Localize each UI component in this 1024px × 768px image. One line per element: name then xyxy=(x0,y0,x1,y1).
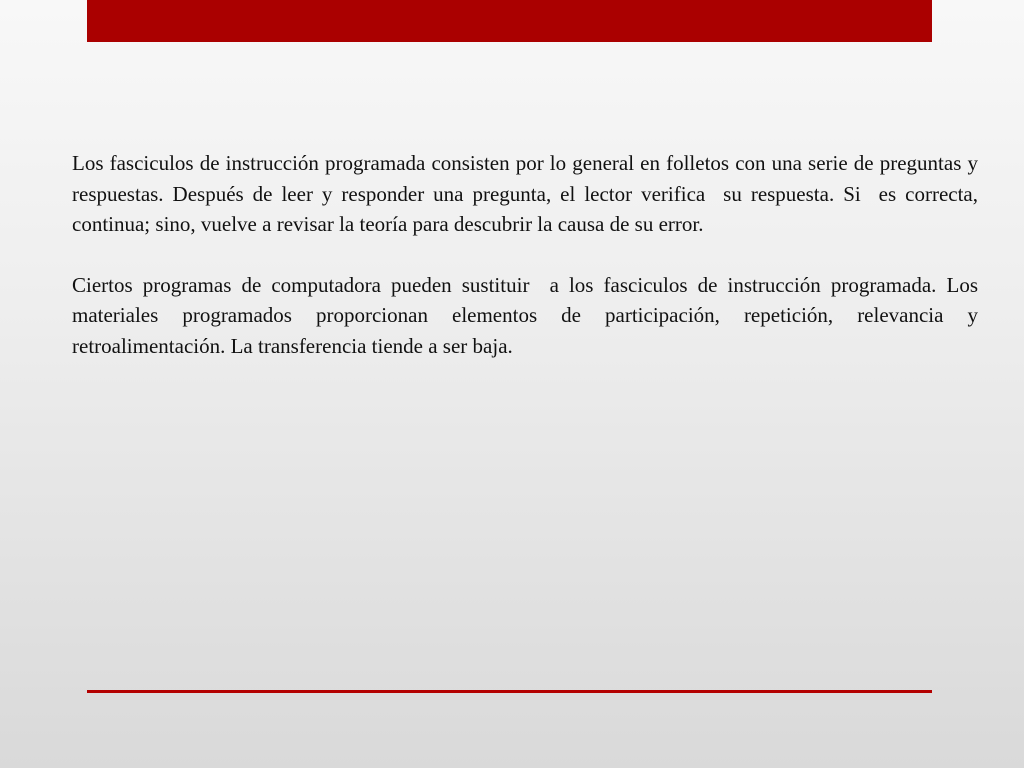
top-accent-bar xyxy=(87,0,932,42)
slide-body xyxy=(72,148,984,361)
bottom-accent-rule xyxy=(87,690,932,693)
paragraph-2: Ciertos programas de computadora pueden sustituir a los fasciculos de instrucción programada. Los materiales programados proporcionan elementos de participación, repetición, relevancia y retroalimentación. La transferencia tiende a ser baja. xyxy=(72,272,984,358)
paragraph-1: Los fasciculos de instrucción programada consisten por lo general en folletos con una serie de preguntas y respuestas. Después de leer y responder una pregunta, el lector verifica su respuesta. Si es correcta, continua; sino, vuelve a revisar la teoría para descubrir la causa de su error. xyxy=(72,151,984,236)
